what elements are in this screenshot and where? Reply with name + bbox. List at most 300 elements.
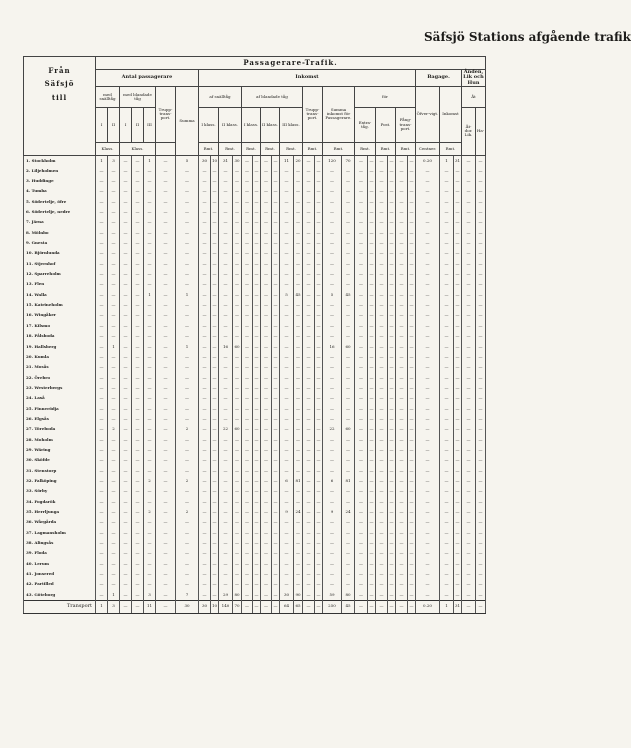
data-cell: — xyxy=(416,300,440,310)
data-cell: — xyxy=(272,590,280,600)
data-cell: — xyxy=(199,404,211,414)
data-cell: — xyxy=(408,414,416,424)
data-cell: — xyxy=(156,486,176,496)
data-cell: — xyxy=(294,517,303,527)
data-cell: — xyxy=(303,497,315,507)
data-cell: — xyxy=(476,207,486,217)
data-cell: — xyxy=(272,569,280,579)
data-cell: — xyxy=(199,424,211,434)
data-cell: — xyxy=(342,166,355,176)
data-cell: — xyxy=(199,197,211,207)
data-cell: — xyxy=(199,486,211,496)
data-cell: 11 xyxy=(280,155,294,165)
data-cell: — xyxy=(242,528,253,538)
data-cell: — xyxy=(416,435,440,445)
data-cell: — xyxy=(462,538,476,548)
data-cell: — xyxy=(144,455,156,465)
data-cell: — xyxy=(396,507,408,517)
data-cell: — xyxy=(315,362,323,372)
station-name: Södertelje, öfre xyxy=(31,198,67,204)
data-cell: — xyxy=(323,486,342,496)
data-cell: — xyxy=(323,372,342,382)
data-cell: — xyxy=(440,466,454,476)
row-number: 5. xyxy=(26,198,31,204)
table-row xyxy=(24,424,486,434)
data-cell: — xyxy=(176,393,199,403)
station-name-cell xyxy=(24,321,96,331)
total-cell: 65 xyxy=(294,600,303,613)
total-cell: 0.20 xyxy=(416,600,440,613)
data-cell: — xyxy=(462,528,476,538)
transport-label: Transport xyxy=(24,600,96,613)
data-cell: — xyxy=(476,455,486,465)
data-cell: — xyxy=(96,383,108,393)
data-cell: — xyxy=(132,176,144,186)
data-cell: — xyxy=(303,217,315,227)
data-cell: — xyxy=(261,331,272,341)
data-cell: — xyxy=(476,197,486,207)
data-cell: — xyxy=(156,548,176,558)
table-row xyxy=(24,455,486,465)
data-cell: — xyxy=(120,259,132,269)
data-cell: — xyxy=(342,207,355,217)
data-cell: — xyxy=(144,166,156,176)
data-cell: — xyxy=(396,497,408,507)
row-number: 37. xyxy=(26,529,33,535)
trupp-header: Trupp-trans-port. xyxy=(156,86,176,142)
station-name-cell xyxy=(24,569,96,579)
station-name: Sparreholm xyxy=(34,271,61,277)
data-cell: — xyxy=(211,279,219,289)
station-name: Pålsboda xyxy=(34,333,55,339)
data-cell: — xyxy=(303,414,315,424)
data-cell: — xyxy=(355,269,368,279)
data-cell: — xyxy=(303,517,315,527)
data-cell: — xyxy=(476,259,486,269)
data-cell: — xyxy=(368,414,376,424)
data-cell: — xyxy=(440,300,454,310)
data-cell: — xyxy=(315,186,323,196)
data-cell: — xyxy=(120,269,132,279)
row-number: 22. xyxy=(26,374,33,380)
data-cell: — xyxy=(144,310,156,320)
data-cell: — xyxy=(242,476,253,486)
data-cell: — xyxy=(462,579,476,589)
data-cell: — xyxy=(211,238,219,248)
data-cell: — xyxy=(476,362,486,372)
data-cell: — xyxy=(272,517,280,527)
data-cell: — xyxy=(176,404,199,414)
data-cell: — xyxy=(176,455,199,465)
data-cell: — xyxy=(440,569,454,579)
data-cell: — xyxy=(388,207,396,217)
data-cell: — xyxy=(462,486,476,496)
passenger-traffic-header: Passagerare-Trafik. xyxy=(96,57,486,70)
data-cell: — xyxy=(132,197,144,207)
data-cell: — xyxy=(144,486,156,496)
data-cell: — xyxy=(355,538,368,548)
data-cell: — xyxy=(272,414,280,424)
data-cell: — xyxy=(388,362,396,372)
table-row xyxy=(24,186,486,196)
data-cell: — xyxy=(462,393,476,403)
row-number: 24. xyxy=(26,395,33,401)
data-cell: — xyxy=(388,248,396,258)
data-cell: — xyxy=(176,197,199,207)
data-cell: — xyxy=(323,186,342,196)
data-cell: 60 xyxy=(233,341,242,351)
data-cell: — xyxy=(376,590,388,600)
data-cell: — xyxy=(120,424,132,434)
data-cell: — xyxy=(261,424,272,434)
data-cell: — xyxy=(261,238,272,248)
data-cell: — xyxy=(408,238,416,248)
data-cell: — xyxy=(315,424,323,434)
data-cell: — xyxy=(408,590,416,600)
data-cell: — xyxy=(211,538,219,548)
data-cell: — xyxy=(242,248,253,258)
data-cell: — xyxy=(219,538,233,548)
data-cell: — xyxy=(440,176,454,186)
data-cell: — xyxy=(388,476,396,486)
data-cell: 60 xyxy=(342,341,355,351)
data-cell: — xyxy=(376,352,388,362)
data-cell: — xyxy=(315,300,323,310)
row-number: 19. xyxy=(26,343,33,349)
data-cell: — xyxy=(120,445,132,455)
data-cell: — xyxy=(242,362,253,372)
data-cell: — xyxy=(303,404,315,414)
data-cell: — xyxy=(108,507,120,517)
data-cell: — xyxy=(355,352,368,362)
data-cell: — xyxy=(108,486,120,496)
data-cell: — xyxy=(199,279,211,289)
data-cell: — xyxy=(261,228,272,238)
data-cell: — xyxy=(233,372,242,382)
station-name-cell xyxy=(24,217,96,227)
data-cell: — xyxy=(211,197,219,207)
data-cell: — xyxy=(416,383,440,393)
data-cell: — xyxy=(253,290,261,300)
data-cell: — xyxy=(396,331,408,341)
data-cell: — xyxy=(408,279,416,289)
data-cell: — xyxy=(233,279,242,289)
data-cell: — xyxy=(96,197,108,207)
data-cell: — xyxy=(323,445,342,455)
data-cell: — xyxy=(96,176,108,186)
station-name: Flen xyxy=(34,281,45,287)
data-cell: — xyxy=(323,528,342,538)
data-cell: — xyxy=(144,559,156,569)
data-cell: — xyxy=(376,290,388,300)
data-cell: — xyxy=(440,331,454,341)
data-cell: — xyxy=(388,238,396,248)
data-cell: — xyxy=(454,248,462,258)
data-cell: — xyxy=(476,279,486,289)
data-cell: — xyxy=(233,548,242,558)
data-cell: — xyxy=(219,445,233,455)
data-cell: 10 xyxy=(211,155,219,165)
data-cell: — xyxy=(211,466,219,476)
data-cell: — xyxy=(219,548,233,558)
data-cell: — xyxy=(294,321,303,331)
data-cell: — xyxy=(454,362,462,372)
data-cell: — xyxy=(219,466,233,476)
data-cell: — xyxy=(368,466,376,476)
data-cell: — xyxy=(396,435,408,445)
data-cell: — xyxy=(368,155,376,165)
data-cell: — xyxy=(408,559,416,569)
data-cell: — xyxy=(280,197,294,207)
data-cell: — xyxy=(396,310,408,320)
table-row xyxy=(24,559,486,569)
table-row xyxy=(24,352,486,362)
data-cell: — xyxy=(294,197,303,207)
data-cell: — xyxy=(396,362,408,372)
station-name: Töreboda xyxy=(34,426,56,432)
data-cell: — xyxy=(388,569,396,579)
data-cell: — xyxy=(272,538,280,548)
data-cell: — xyxy=(396,393,408,403)
table-row xyxy=(24,238,486,248)
data-cell: — xyxy=(211,341,219,351)
data-cell: — xyxy=(462,341,476,351)
data-cell: — xyxy=(454,404,462,414)
data-cell: — xyxy=(323,579,342,589)
data-cell: — xyxy=(368,486,376,496)
data-cell: — xyxy=(342,548,355,558)
data-cell: — xyxy=(416,259,440,269)
data-cell: — xyxy=(108,207,120,217)
data-cell: — xyxy=(108,279,120,289)
data-cell: — xyxy=(454,528,462,538)
data-cell: — xyxy=(211,248,219,258)
table-row xyxy=(24,155,486,165)
data-cell: — xyxy=(342,517,355,527)
station-name-cell xyxy=(24,579,96,589)
data-cell: — xyxy=(219,352,233,362)
station-name-cell xyxy=(24,435,96,445)
data-cell: — xyxy=(303,569,315,579)
data-cell: — xyxy=(233,538,242,548)
data-cell: — xyxy=(440,393,454,403)
data-cell: — xyxy=(315,238,323,248)
data-cell: — xyxy=(303,176,315,186)
data-cell: — xyxy=(376,166,388,176)
data-cell: — xyxy=(219,331,233,341)
data-cell: — xyxy=(368,579,376,589)
data-cell: — xyxy=(144,238,156,248)
station-name-cell xyxy=(24,362,96,372)
station-name: Mölnbo xyxy=(31,229,49,235)
data-cell: 2 xyxy=(108,424,120,434)
data-cell: — xyxy=(280,445,294,455)
bland-iii-klass-header: III klass. xyxy=(280,107,303,142)
data-cell: — xyxy=(342,435,355,445)
data-cell: — xyxy=(108,176,120,186)
data-cell: — xyxy=(388,352,396,362)
station-name-cell xyxy=(24,497,96,507)
station-name: Björnlunda xyxy=(34,250,60,256)
data-cell: — xyxy=(323,248,342,258)
data-cell: — xyxy=(156,414,176,424)
total-cell: 31 xyxy=(454,600,462,613)
data-cell: — xyxy=(396,548,408,558)
data-cell: — xyxy=(120,321,132,331)
data-cell: — xyxy=(96,217,108,227)
data-cell: — xyxy=(303,445,315,455)
data-cell: — xyxy=(454,331,462,341)
data-cell: — xyxy=(120,548,132,558)
data-cell: — xyxy=(303,269,315,279)
data-cell: — xyxy=(440,455,454,465)
data-cell: — xyxy=(144,517,156,527)
data-cell: — xyxy=(132,186,144,196)
data-cell: — xyxy=(144,341,156,351)
data-cell: — xyxy=(315,217,323,227)
data-cell: — xyxy=(96,579,108,589)
data-cell: — xyxy=(176,497,199,507)
data-cell: — xyxy=(96,207,108,217)
station-name: Finnerödja xyxy=(34,405,59,411)
data-cell: — xyxy=(388,372,396,382)
data-cell: — xyxy=(342,269,355,279)
data-cell: — xyxy=(211,445,219,455)
total-cell: 30 xyxy=(176,600,199,613)
data-cell: — xyxy=(176,559,199,569)
rmt-snall-i: Rmt. xyxy=(199,142,219,155)
data-cell: — xyxy=(476,466,486,476)
data-cell: — xyxy=(462,238,476,248)
data-cell: — xyxy=(476,435,486,445)
data-cell: — xyxy=(355,166,368,176)
data-cell: — xyxy=(144,352,156,362)
data-cell: — xyxy=(96,445,108,455)
data-cell: — xyxy=(388,559,396,569)
data-cell: — xyxy=(108,310,120,320)
data-cell: — xyxy=(476,414,486,424)
data-cell: — xyxy=(132,590,144,600)
data-cell: — xyxy=(156,569,176,579)
data-cell: — xyxy=(176,259,199,269)
data-cell: — xyxy=(156,590,176,600)
at-header: Åt xyxy=(462,86,486,107)
data-cell: — xyxy=(368,383,376,393)
data-cell: — xyxy=(233,300,242,310)
station-name-cell xyxy=(24,455,96,465)
data-cell: — xyxy=(176,310,199,320)
station-name: Westerbergs xyxy=(34,384,63,390)
data-cell: — xyxy=(219,197,233,207)
data-cell: — xyxy=(280,393,294,403)
data-cell: — xyxy=(294,445,303,455)
data-cell: — xyxy=(408,341,416,351)
data-cell: — xyxy=(272,424,280,434)
data-cell: — xyxy=(462,559,476,569)
data-cell: — xyxy=(272,559,280,569)
data-cell: — xyxy=(96,341,108,351)
data-cell: — xyxy=(96,238,108,248)
station-name-cell xyxy=(24,300,96,310)
data-cell: — xyxy=(462,310,476,320)
data-cell: — xyxy=(199,507,211,517)
data-cell: — xyxy=(355,445,368,455)
data-cell: — xyxy=(219,414,233,424)
station-name: Katrineholm xyxy=(34,302,63,308)
bagage-header: Bagage. xyxy=(416,70,462,87)
row-number: 13. xyxy=(26,281,33,287)
data-cell: — xyxy=(280,548,294,558)
data-cell: — xyxy=(156,176,176,186)
data-cell: — xyxy=(294,559,303,569)
data-cell: — xyxy=(272,497,280,507)
data-cell: — xyxy=(272,197,280,207)
data-cell: — xyxy=(315,569,323,579)
data-cell: — xyxy=(440,579,454,589)
data-cell: 0.20 xyxy=(416,155,440,165)
data-cell: — xyxy=(242,321,253,331)
data-cell: — xyxy=(294,176,303,186)
post-header: Post. xyxy=(376,107,396,142)
station-name-cell xyxy=(24,228,96,238)
data-cell: — xyxy=(396,248,408,258)
data-cell: — xyxy=(408,228,416,238)
data-cell: — xyxy=(396,269,408,279)
data-cell: — xyxy=(454,269,462,279)
data-cell: — xyxy=(315,341,323,351)
data-cell: — xyxy=(440,383,454,393)
station-name: Stjernhof xyxy=(34,260,56,266)
data-cell: — xyxy=(242,217,253,227)
data-cell: — xyxy=(388,331,396,341)
data-cell: — xyxy=(199,166,211,176)
data-cell: 24 xyxy=(342,507,355,517)
data-cell: — xyxy=(294,352,303,362)
data-cell: — xyxy=(388,383,396,393)
data-cell: — xyxy=(355,321,368,331)
data-cell: — xyxy=(253,197,261,207)
data-cell: — xyxy=(211,321,219,331)
data-cell: — xyxy=(242,559,253,569)
data-cell: — xyxy=(108,569,120,579)
data-cell: — xyxy=(156,466,176,476)
data-cell: — xyxy=(462,352,476,362)
data-cell: — xyxy=(144,435,156,445)
data-cell: — xyxy=(261,341,272,351)
data-cell: — xyxy=(368,404,376,414)
data-cell: — xyxy=(323,269,342,279)
bland-klass-label: Klass. xyxy=(120,142,156,155)
data-cell: — xyxy=(408,445,416,455)
data-cell: — xyxy=(120,455,132,465)
data-cell: — xyxy=(355,476,368,486)
data-cell: — xyxy=(132,166,144,176)
data-cell: — xyxy=(396,217,408,227)
data-cell: — xyxy=(96,435,108,445)
data-cell: — xyxy=(376,517,388,527)
data-cell: — xyxy=(211,372,219,382)
data-cell: — xyxy=(120,300,132,310)
data-cell: — xyxy=(242,341,253,351)
data-cell: — xyxy=(96,507,108,517)
data-cell: — xyxy=(120,290,132,300)
data-cell: — xyxy=(253,341,261,351)
data-cell: — xyxy=(454,548,462,558)
data-cell: — xyxy=(323,279,342,289)
data-cell: — xyxy=(368,455,376,465)
data-cell: — xyxy=(132,341,144,351)
row-number: 2. xyxy=(26,167,31,173)
